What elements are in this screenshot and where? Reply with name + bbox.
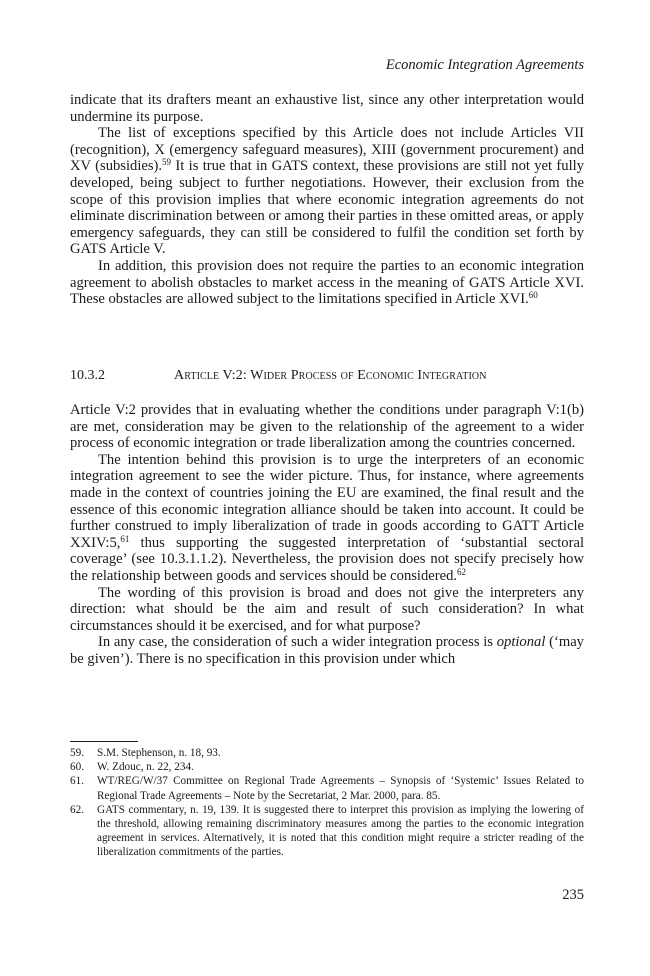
- footnote: 61. WT/REG/W/37 Committee on Regional Trade Agreements – Synopsis of ‘Systemic’ Issues Related to Regional Trade Agreements – Note by the Secretariat, 2 Mar. 2000, para. 85.: [70, 775, 584, 802]
- footnote-ref[interactable]: 60: [528, 290, 538, 301]
- section-number: 10.3.2: [70, 368, 105, 383]
- section-body-1: [70, 92, 584, 308]
- footnote: 60. W. Zdouc, n. 22, 234.: [70, 761, 194, 774]
- paragraph: In addition, this provision does not require the parties to an economic integration agreement to abolish obstacles to market access in the meaning of GATS Article XVI. These obstacles are allowed subject to the limitations specified in Article XVI.$^{60}$: [70, 257, 584, 308]
- paragraph: Article V:2 provides that in evaluating whether the conditions under paragraph V:1(b) are met, consideration may be given to the relationship of the agreement to a wider process of economic integration or trade liberalization among the countries concerned.: [70, 402, 584, 452]
- footnote: 62. GATS commentary, n. 19, 139. It is suggested there to interpret this provision as implying the lowering of the threshold, allowing remaining discriminatory measures among the parties to the economic integration agreement in services. Alternatively, it is noted that this condition might require a stricter reading of the liberalization commitments of the parties.: [70, 803, 584, 859]
- page-number: 235: [562, 887, 584, 903]
- paragraph: The list of exceptions specified by this Article does not include Articles VII (recognition), X (emergency safeguard measures), XIII (government procurement) and XV (subsidies).$^{59}$ It is true that in GATS context, these provisions are still not yet fully developed, being subject to further negotiations. However, their exclusion from the scope of this provision implies that where economic integration agreements do not eliminate discrimination between or among their parties in these omitted areas, or apply emergency safeguards, they can still be considered to fulfil the condition set forth by GATS Article V.: [70, 125, 584, 258]
- paragraph: indicate that its drafters meant an exhaustive list, since any other interpretation would undermine its purpose.: [70, 92, 584, 125]
- footnote-ref[interactable]: 61: [120, 533, 130, 544]
- footnote-separator: [70, 741, 138, 742]
- paragraph: The wording of this provision is broad and does not give the interpreters any direction: what should be the aim and result of such consideration? In what circumstances should it be exercised, and for what purpose?: [70, 584, 584, 634]
- paragraph: The intention behind this provision is to urge the interpreters of an economic integration agreement to see the wider picture. Thus, for instance, where agreements made in the context of countries joining the EU are examined, the final result and the essence of this economic integration alliance should be taken into account. It could be further construed to imply liberalization of trade in goods according to GATT Article XXIV:5,61 thus supporting the suggested interpretation of ‘substantial sectoral coverage’ (see 10.3.1.1.2). Nevertheless, the provision does not specify precisely how the relationship between goods and services should be considered.$^{62}$: [70, 451, 584, 584]
- section-title: Article V:2: Wider Process of Economic Integration: [174, 368, 487, 383]
- running-head: Economic Integration Agreements: [385, 57, 584, 73]
- footnote: 59. S.M. Stephenson, n. 18, 93.: [70, 747, 221, 759]
- footnote-ref[interactable]: 59: [162, 157, 172, 168]
- section-body-2: [70, 402, 584, 668]
- footnote-ref[interactable]: 62: [457, 566, 467, 577]
- section-heading: [70, 368, 584, 384]
- footnotes: [70, 746, 584, 860]
- paragraph: In any case, the consideration of such a wider integration process is optional (‘may be given’). There is no specification in this provision under which: [70, 634, 584, 667]
